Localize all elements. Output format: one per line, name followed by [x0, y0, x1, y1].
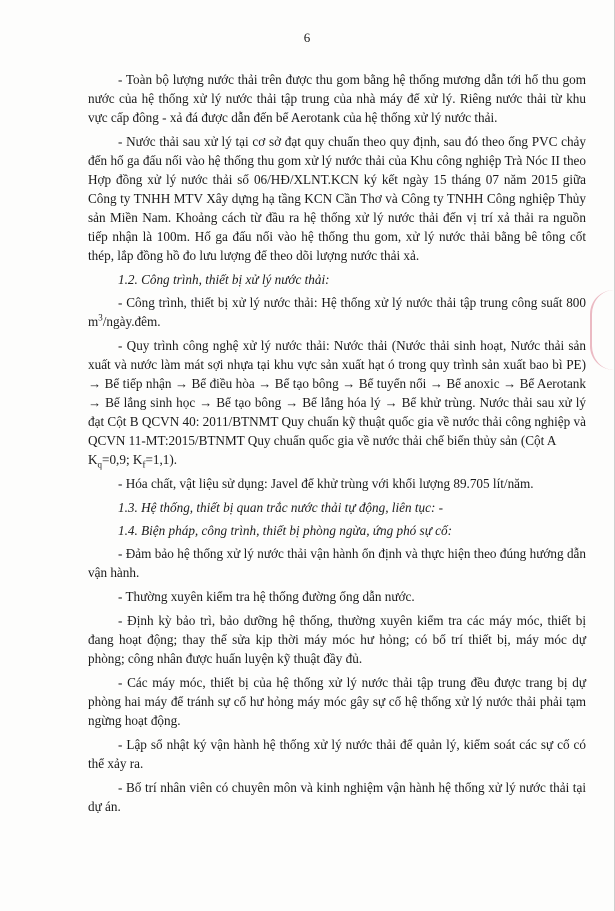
paragraph-logbook: - Lập sổ nhật ký vận hành hệ thống xử lý nước thải để quản lý, kiểm soát các sự cố có thể xảy ra.: [88, 737, 586, 771]
paragraph-staffing: - Bố trí nhân viên có chuyên môn và kinh nghiệm vận hành hệ thống xử lý nước thải tại dự án.: [88, 780, 586, 814]
coefficient-q-sub: q: [97, 459, 103, 470]
paragraph-operation: - Đảm bảo hệ thống xử lý nước thải vận hành ổn định và thực hiện theo đúng hướng dẫn vận hành.: [88, 546, 586, 580]
coefficient-q-value: =0,9; K: [102, 452, 143, 467]
paragraph-coefficients: [88, 450, 586, 469]
seal-edge-mark: [590, 290, 614, 370]
paragraph-collection: - Toàn bộ lượng nước thải trên được thu gom bằng hệ thống mương dẫn tới hố thu gom nước của hệ thống xử lý nước thải tập trung của nhà máy để xử lý. Riêng nước thải từ khu vực cấp đông - xả đá được dẫn đến bể Aerotank của hệ thống xử lý nước thải.: [88, 72, 586, 125]
paragraph-maintenance: - Định kỳ bảo trì, bảo dưỡng hệ thống, thường xuyên kiểm tra các máy móc, thiết bị đang hoạt động; thay thế sửa kịp thời máy móc hư hỏng; có bố trí thiết bị, máy móc dự phòng; công nhân được huấn luyện kỹ thuật đầy đủ.: [88, 613, 586, 666]
paragraph-discharge: - Nước thải sau xử lý tại cơ sở đạt quy chuẩn theo quy định, sau đó theo ống PVC chảy đến hố ga đấu nối vào hệ thống thu gom xử lý nước thải của Khu công nghiệp Trà Nóc II theo Hợp đồng xử lý nước thải số 06/HĐ/XLNT.KCN ký kết ngày 15 tháng 07 năm 2015 giữa Công ty TNHH MTV Xây dựng hạ tầng KCN Cần Thơ và Công ty TNHH Công nghiệp Thủy sản Miền Nam. Khoảng cách từ đầu ra hệ thống xử lý nước thải đến vị trí xả thải ra nguồn tiếp nhận là 100m. Hố ga đấu nối vào hệ thống thu gom, xử lý nước thải bằng bê tông cốt thép, lắp đồng hồ đo lưu lượng để theo dõi lượng nước thải xả.: [88, 134, 586, 263]
capacity-superscript: 3: [98, 312, 103, 323]
capacity-unit: /ngày.đêm.: [102, 314, 161, 329]
paragraph-chemicals: - Hóa chất, vật liệu sử dụng: Javel để khử trùng với khối lượng 89.705 lít/năm.: [118, 476, 534, 491]
section-heading-1-3: 1.3. Hệ thống, thiết bị quan trắc nước thải tự động, liên tục: -: [118, 500, 444, 515]
coefficient-f-sub: f: [142, 459, 146, 470]
coefficient-f-value: =1,1).: [145, 452, 178, 467]
paragraph-backup: - Các máy móc, thiết bị của hệ thống xử lý nước thải tập trung đều được trang bị dự phòng hai máy để tránh sự cố hư hỏng máy móc gây sự cố hệ thống xử lý nước thải phải tạm ngừng hoạt động.: [88, 675, 586, 728]
section-heading-1-2: 1.2. Công trình, thiết bị xử lý nước thải:: [118, 272, 330, 287]
paragraph-inspection: - Thường xuyên kiểm tra hệ thống đường ống dẫn nước.: [118, 589, 415, 604]
page-number: 6: [303, 30, 311, 45]
paragraph-process: - Quy trình công nghệ xử lý nước thải: Nước thải (Nước thải sinh hoạt, Nước thải sản xuất và nước làm mát sợi nhựa tại khu vực sản xuất hạt ó trong quy trình sản xuất bao bì PE) → Bể tiếp nhận → Bể điều hòa → Bể tạo bông → Bể tuyển nổi → Bể anoxic → Bể Aerotank → Bể lắng sinh học → Bể tạo bông → Bể lắng hóa lý → Bể khử trùng. Nước thải sau xử lý đạt Cột B QCVN 40: 2011/BTNMT Quy chuẩn kỹ thuật quốc gia về nước thải công nghiệp và QCVN 11-MT:2015/BTNMT Quy chuẩn quốc gia về nước thải chế biến thủy sản (Cột A: [88, 338, 586, 448]
capacity-text: - Công trình, thiết bị xử lý nước thải: Hệ thống xử lý nước thải tập trung công suất 800 m: [88, 295, 586, 329]
paragraph-capacity: [88, 293, 586, 331]
document-body: [88, 70, 586, 821]
coefficient-k: K: [88, 452, 98, 467]
section-heading-1-4: 1.4. Biện pháp, công trình, thiết bị phòng ngừa, ứng phó sự cố:: [118, 523, 453, 538]
